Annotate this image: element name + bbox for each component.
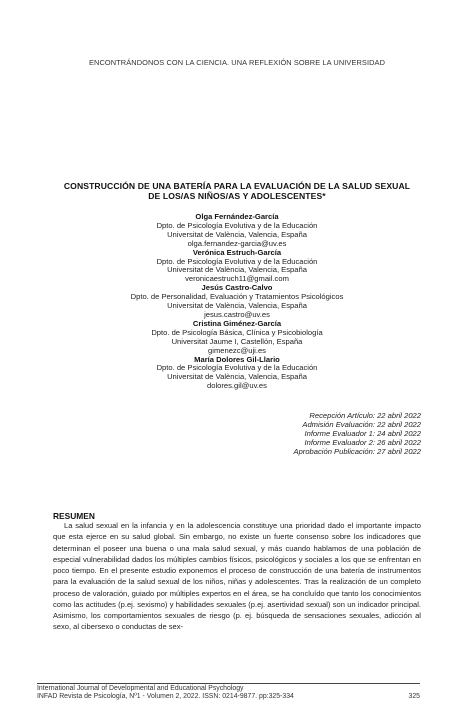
- author-name: Verónica Estruch-García: [192, 247, 282, 257]
- author-block: [20, 249, 454, 285]
- author-block: [20, 284, 454, 320]
- author-affiliation: Dpto. de Psicología Evolutiva y de la Educación: [156, 363, 318, 373]
- footer-citation: [37, 685, 294, 701]
- author-name: María Dolores Gil-Llario: [194, 354, 280, 364]
- journal-name: International Journal of Developmental and Educational Psychology: [37, 685, 244, 692]
- author-email: veronicaestruch11@gmail.com: [185, 274, 289, 284]
- author-block: [20, 320, 454, 356]
- author-affiliation: Dpto. de Personalidad, Evaluación y Tratamientos Psicológicos: [130, 292, 344, 302]
- author-university: Universitat Jaume I, Castellón, España: [171, 336, 303, 346]
- issue-info: INFAD Revista de Psicología, Nº1 - Volumen 2, 2022. ISSN: 0214-9877. pp:325-334: [37, 693, 294, 701]
- abstract-paragraph: La salud sexual en la infancia y en la adolescencia constituye una prioridad dado el importante impacto que esta ejerce en su salud global. Sin embargo, no existe un fuerte consenso sobre los indicadores que determinan el poseer una buena o una mala salud sexual, y más cuando hablamos de una población de especial vulnerabilidad dados los múltiples cambios físicos, psicológicos y sociales a los que se enfrentan en poco tiempo. En el presente estudio exponemos el proceso de construcción de una batería de instrumentos para la evaluación de la salud sexual de los niños, niñas y adolescentes. Tras la realización de un completo proceso de valoración, guiado por múltiples expertos en el área, se ha concluído que tanto los conocimientos como las actitudes (p.ej. sexismo) y habilidades sexuales (p.ej. asertividad sexual) son un indicador principal. Asimismo, los comportamientos sexuales de riesgo (p. ej. búsqueda de sensaciones sexuales, adicción al sexo, al cibersexo o conductas de sex-: [53, 521, 421, 632]
- author-university: Universitat de València, Valencia, España: [167, 301, 307, 311]
- author-affiliation: Dpto. de Psicología Básica, Clínica y Psicobiología: [151, 327, 323, 337]
- title-line-1: CONSTRUCCIÓN DE UNA BATERÍA PARA LA EVALUACIÓN DE LA SALUD SEXUAL: [63, 181, 411, 191]
- author-university: Universitat de València, Valencia, España: [167, 229, 307, 239]
- author-university: Universitat de València, Valencia, España: [167, 265, 307, 275]
- author-name: Jesús Castro-Calvo: [201, 283, 273, 293]
- author-list: [20, 213, 454, 391]
- author-email: olga.fernandez-garcia@uv.es: [187, 238, 287, 248]
- author-email: jesus.castro@uv.es: [204, 309, 270, 319]
- abstract-heading: RESUMEN: [53, 511, 95, 521]
- date-admission: Admisión Evaluación: 22 abril 2022: [302, 420, 421, 429]
- footer-divider: [37, 683, 420, 684]
- abstract-body: [53, 520, 421, 633]
- article-title: [40, 181, 434, 201]
- author-affiliation: Dpto. de Psicología Evolutiva y de la Educación: [156, 220, 318, 230]
- author-email: dolores.gil@uv.es: [207, 381, 267, 391]
- date-reviewer-1: Informe Evaluador 1: 24 abril 2022: [304, 429, 421, 438]
- author-block: [20, 213, 454, 249]
- author-university: Universitat de València, Valencia, España: [167, 372, 307, 382]
- author-name: Olga Fernández-García: [195, 212, 279, 221]
- date-reviewer-2: Informe Evaluador 2: 26 abril 2022: [304, 438, 421, 447]
- submission-dates: [294, 411, 422, 456]
- author-affiliation: Dpto. de Psicología Evolutiva y de la Educación: [156, 256, 318, 266]
- title-line-2: DE LOS/AS NIÑOS/AS Y ADOLESCENTES*: [148, 191, 326, 201]
- author-email: gimenezc@uji.es: [208, 345, 266, 355]
- author-name: Cristina Giménez-García: [192, 318, 282, 328]
- author-block: [20, 356, 454, 392]
- page-number: 325: [408, 693, 420, 700]
- running-header: ENCONTRÁNDONOS CON LA CIENCIA. UNA REFLEXIÓN SOBRE LA UNIVERSIDAD: [88, 58, 386, 67]
- date-approval: Aprobación Publicación: 27 abril 2022: [293, 447, 421, 456]
- date-received: Recepción Artículo: 22 abril 2022: [309, 411, 421, 420]
